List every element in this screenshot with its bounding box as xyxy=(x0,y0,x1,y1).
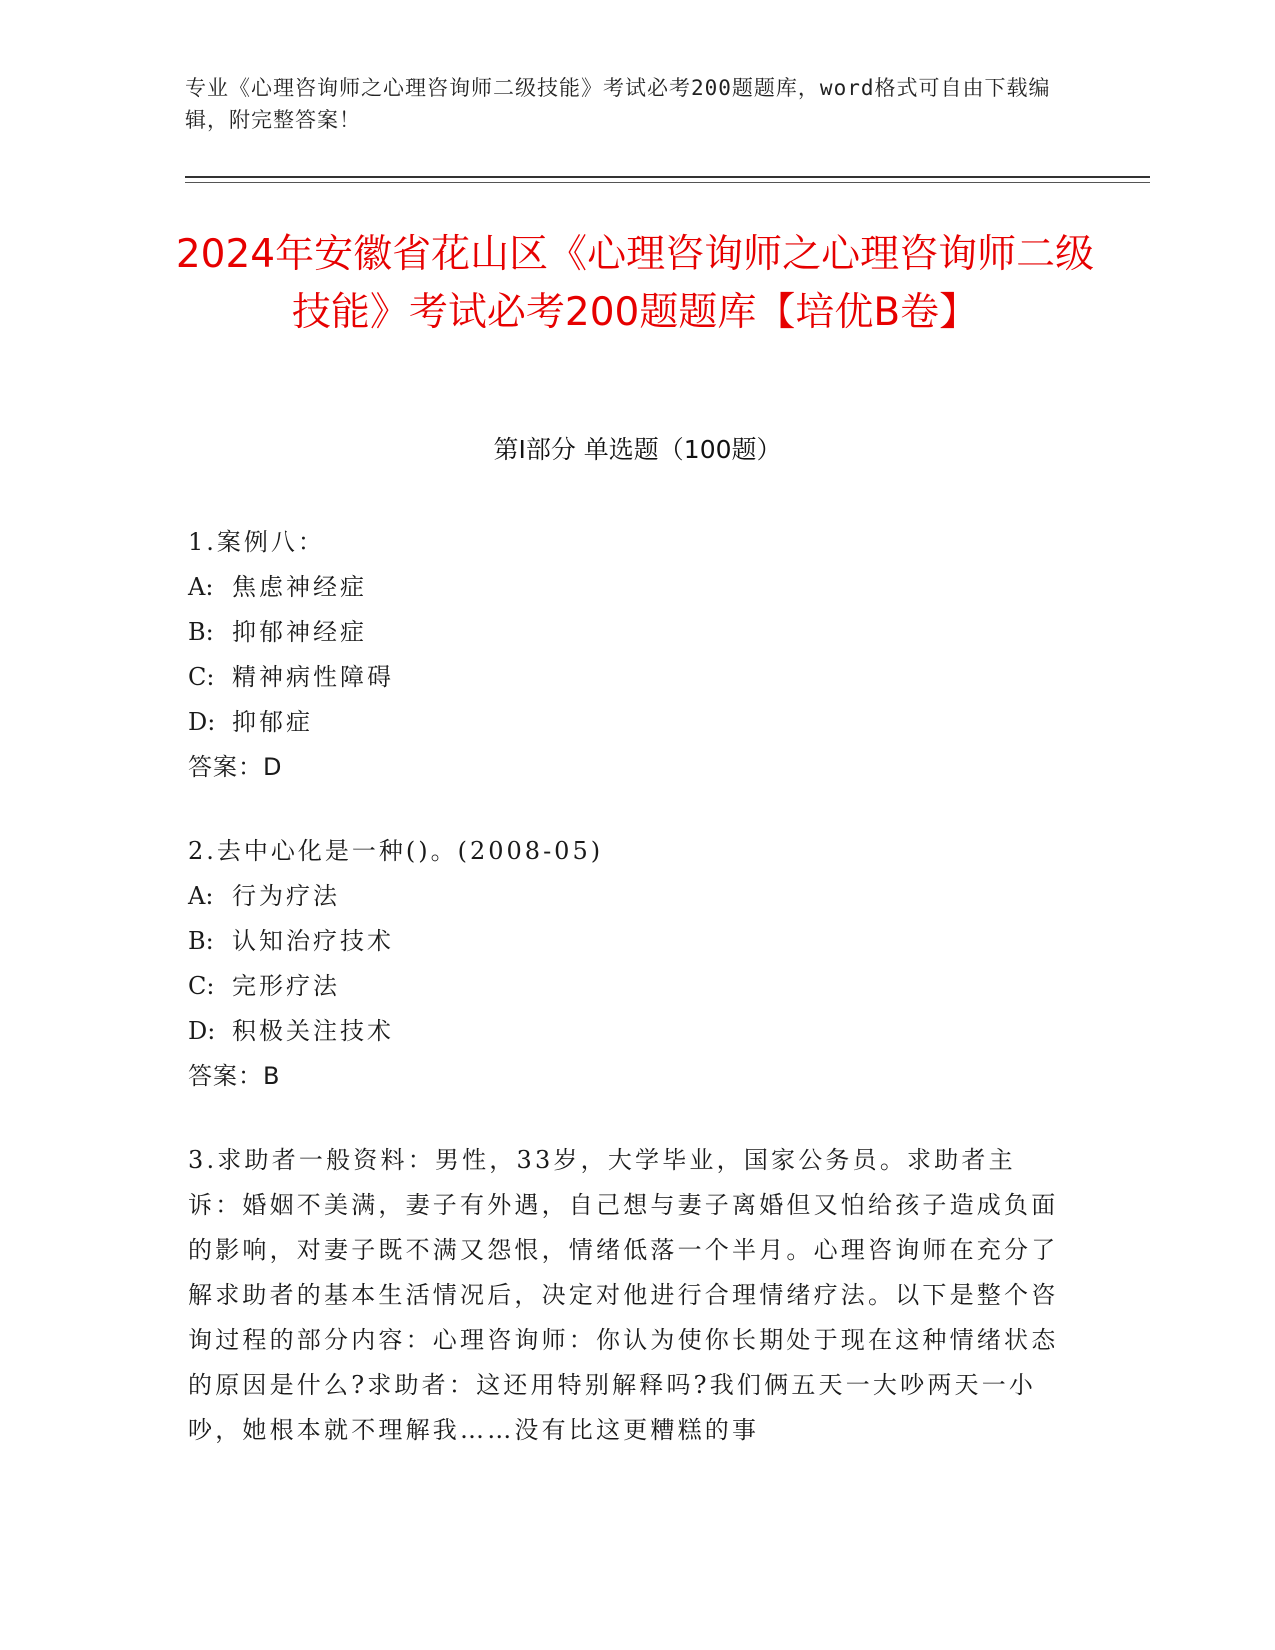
question-1 xyxy=(188,520,1068,790)
option-a xyxy=(188,565,1068,610)
option-text: 完形疗法 xyxy=(232,972,340,1000)
question-stem: 1.案例八： xyxy=(188,528,325,556)
question-2 xyxy=(188,829,1068,1099)
option-text: 积极关注技术 xyxy=(232,1017,394,1045)
option-label: B: xyxy=(188,927,214,955)
header-rule-thick xyxy=(185,176,1150,178)
option-text: 认知治疗技术 xyxy=(232,927,394,955)
option-b xyxy=(188,919,1068,964)
question-list xyxy=(188,520,1068,1492)
option-c xyxy=(188,655,1068,700)
option-label: A: xyxy=(188,573,214,601)
option-text: 抑郁神经症 xyxy=(232,618,367,646)
header-note: 专业《心理咨询师之心理咨询师二级技能》考试必考200题题库，word格式可自由下载编辑，附完整答案！ xyxy=(185,76,1051,132)
option-d xyxy=(188,700,1068,745)
option-text: 抑郁症 xyxy=(232,708,313,736)
document-title: 2024年安徽省花山区《心理咨询师之心理咨询师二级技能》考试必考200题题库【培优B卷】 xyxy=(175,232,1095,335)
option-label: A: xyxy=(188,882,214,910)
option-d xyxy=(188,1009,1068,1054)
option-label: C: xyxy=(188,972,215,1000)
option-label: D: xyxy=(188,708,216,736)
header-rule-thin xyxy=(185,182,1150,183)
option-b xyxy=(188,610,1068,655)
option-text: 行为疗法 xyxy=(232,882,340,910)
option-c xyxy=(188,964,1068,1009)
section-heading: 第I部分 单选题（100题） xyxy=(493,435,782,464)
question-stem: 3.求助者一般资料：男性，33岁，大学毕业，国家公务员。求助者主诉：婚姻不美满，妻子有外遇，自己想与妻子离婚但又怕给孩子造成负面的影响，对妻子既不满又怨恨，情绪低落一个半月。心理咨询师在充分了解求助者的基本生活情况后，决定对他进行合理情绪疗法。以下是整个咨询过程的部分内容：心理咨询师：你认为使你长期处于现在这种情绪状态的原因是什么?求助者：这还用特别解释吗?我们俩五天一大吵两天一小吵，她根本就不理解我……没有比这更糟糕的事 xyxy=(188,1146,1059,1444)
option-a xyxy=(188,874,1068,919)
answer-line: 答案：B xyxy=(188,1062,281,1090)
question-3 xyxy=(188,1138,1068,1453)
option-text: 精神病性障碍 xyxy=(232,663,394,691)
question-stem: 2.去中心化是一种()。(2008-05) xyxy=(188,837,604,865)
option-label: C: xyxy=(188,663,215,691)
option-text: 焦虑神经症 xyxy=(232,573,367,601)
option-label: D: xyxy=(188,1017,216,1045)
answer-line: 答案：D xyxy=(188,753,283,781)
option-label: B: xyxy=(188,618,214,646)
